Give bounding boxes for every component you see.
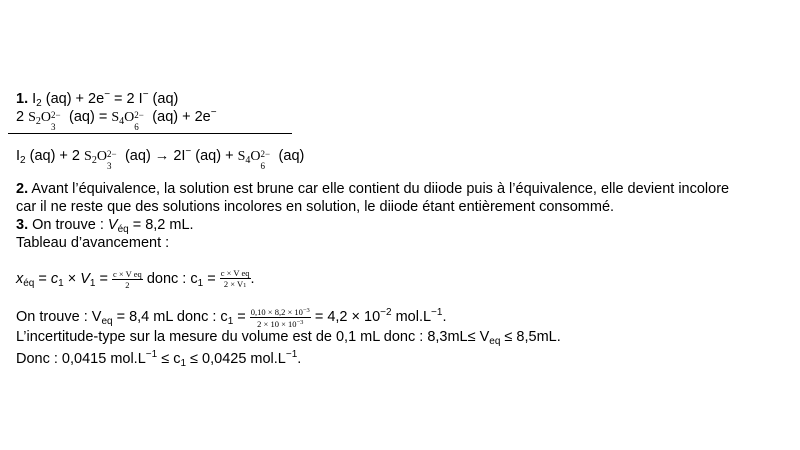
half-equation-iodine: 1. $I_2$ (aq) + 2e− = 2 I− (aq): [16, 89, 179, 109]
concentration-calculation: On trouve : $V_{eq} = 8,4$ mL donc : $c_1$ = $\frac{0,10 \times 8,2 \times 10^{-3}}{2 \times 10 \times 10^{-3}}$ = $4,2 \times 10^{-2}$ $mol.L^{-1}$.: [16, 306, 447, 329]
answer-3-volume: 3. On trouve : $V_{éq} = 8,2$ mL.: [16, 217, 194, 235]
answer-2-line-1: 2. Avant l’équivalence, la solution est brune car elle contient du diiode puis à l’équivalence, elle devient incolore: [16, 181, 730, 197]
thiosulfate-formula: $S_2O$ 2− 3: [28, 110, 61, 132]
tetrathionate-formula-global: $S_4O$ 2− 6: [237, 149, 271, 171]
uncertainty-statement: L’incertitude-type sur la mesure du volume est de 0,1 mL donc : $8,3mL\le V_{eq} \le 8,5mL$.: [16, 329, 561, 347]
fraction-1: $\frac{\text{c × V eq}}{2}$: [113, 268, 142, 290]
tetrathionate-formula: $S_4O$ 2− 6: [111, 110, 144, 132]
question-number-3: 3.: [16, 217, 29, 233]
fraction-3: $\frac{0,10 \times 8,2 \times 10^{-3}}{2 \times 10 \times 10^{-3}}$: [250, 306, 310, 329]
advancement-relation: $x_{éq} = c_1 \times V_1$ = $\frac{\text{c × V eq}}{2}$ donc : $c_1$ = $\frac{\text{c × V eq}}{2 \times V1}$ .: [16, 267, 255, 290]
tableau-avancement-label: Tableau d’avancement :: [16, 235, 170, 251]
question-number-1: 1.: [16, 91, 29, 107]
concentration-interval: Donc : 0,0415 $mol.L^{-1} \le c_1 \le 0,0425$ $mol.L^{-1}$.: [16, 349, 302, 369]
global-equation: $I_2$ (aq) + 2 $S_2O$ 2− 3 (aq) → 2I− $(aq) + S_4O$ 2− 6 (aq): [16, 146, 305, 171]
fraction-2: $\frac{\text{c × V eq}}{2 \times V1}$: [220, 267, 250, 289]
equation-separator-line: [8, 133, 292, 134]
thiosulfate-formula-global: $S_2O$ 2− 3: [84, 149, 117, 171]
answer-2-line-2: car il ne reste que des solutions incolores en solution, le diiode étant entièrement consommé.: [16, 199, 615, 215]
half-equation-thiosulfate: 2 $S_2O$ 2− 3 $(aq) = S_4O$ 2− 6 (aq) + 2e−: [16, 107, 217, 132]
question-number-2: 2.: [16, 181, 29, 197]
